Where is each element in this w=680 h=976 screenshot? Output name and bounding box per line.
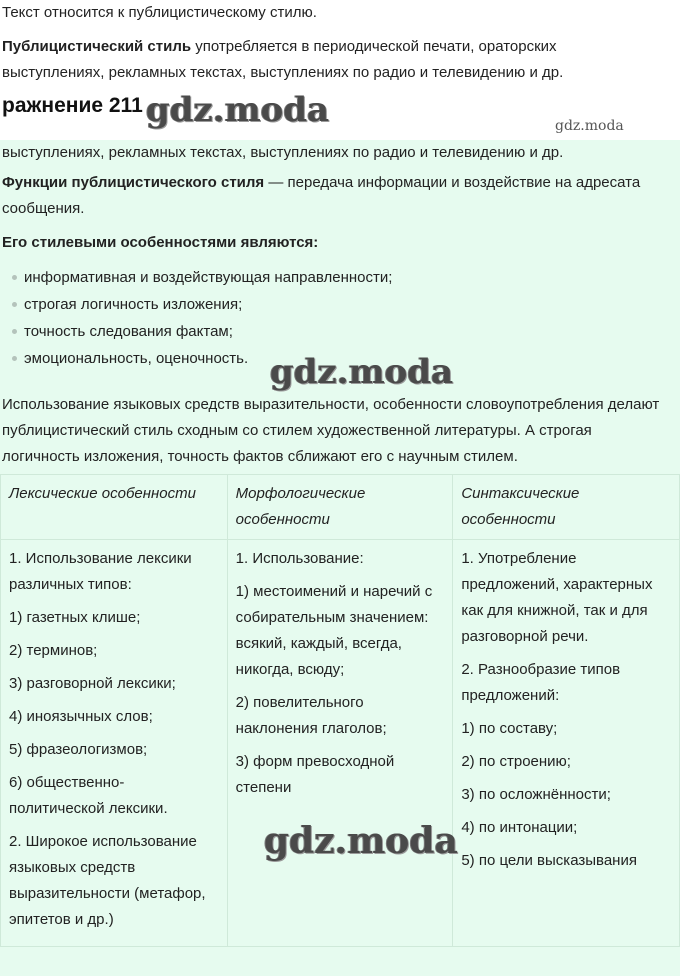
intro-line-1: Текст относится к публицистическому стилю.: [2, 4, 317, 21]
cell-line: 3) по осложнённости;: [461, 786, 611, 803]
intro-line-2-rest: употребляется в периодической печати, ораторских: [191, 38, 557, 55]
features-table: [0, 474, 680, 947]
cell-line: 4) по интонации;: [461, 819, 578, 836]
cell-line: 1. Использование лексики различных типов:: [9, 550, 192, 593]
exercise-heading: ражнение 211: [2, 94, 143, 117]
cell-line: 4) иноязычных слов;: [9, 708, 153, 725]
repeated-line: выступлениях, рекламных текстах, выступлениях по радио и телевидению и др.: [2, 144, 564, 161]
cell-line: 1. Использование:: [235, 550, 364, 567]
table-row: [1, 540, 680, 947]
list-item: строгая логичность изложения;: [0, 291, 392, 318]
header-morphological: Морфологические особенности: [227, 475, 453, 540]
watermark-bottom: gdz.moda: [264, 820, 458, 862]
cell-line: 5) фразеологизмов;: [9, 741, 148, 758]
cell-line: 5) по цели высказывания: [461, 852, 637, 869]
cell-line: 1) газетных клише;: [9, 609, 141, 626]
functions-paragraph: [2, 170, 662, 222]
table-header-row: [1, 475, 680, 540]
cell-line: 2) по строению;: [461, 753, 571, 770]
features-title: Его стилевыми особенностями являются:: [2, 234, 319, 251]
cell-line: 3) форм превосходной степени: [235, 753, 395, 796]
functions-term: Функции публицистического стиля: [2, 174, 265, 191]
syntactic-cell: [453, 540, 680, 947]
lexical-cell: [1, 540, 228, 947]
cell-line: 1) местоимений и наречий с собирательным значением: всякий, каждый, всегда, никогда, всюду;: [235, 583, 433, 678]
watermark-small: gdz.moda: [555, 118, 624, 134]
cell-line: 2. Широкое использование языковых средств выразительности (метафор, эпитетов и др.): [9, 833, 206, 928]
top-text-block: [0, 0, 680, 100]
list-item: точность следования фактам;: [0, 318, 392, 345]
style-term: Публицистический стиль: [2, 38, 192, 55]
cell-line: 6) общественно-политической лексики.: [9, 774, 168, 817]
list-item: информативная и воздействующая направленности;: [0, 264, 392, 291]
watermark-middle: gdz.moda: [270, 352, 454, 392]
header-syntactic: Синтаксические особенности: [453, 475, 680, 540]
watermark-top: gdz.moda: [146, 90, 330, 130]
cell-line: 1) по составу;: [461, 720, 558, 737]
comparison-paragraph: Использование языковых средств выразительности, особенности словоупотребления делают публицистический стиль сходным со стилем художественной литературы. А строгая логичность изложения, точность фактов сближают его с научным стилем.: [2, 396, 660, 465]
header-lexical: Лексические особенности: [1, 475, 228, 540]
morphological-cell: [227, 540, 453, 947]
functions-text: — передача информации и воздействие на адресата сообщения.: [2, 174, 641, 217]
intro-line-3-cut: выступлениях, рекламных текстах, выступлениях по радио и телевидению и др.: [2, 64, 564, 80]
cell-line: 2) терминов;: [9, 642, 98, 659]
cell-line: 3) разговорной лексики;: [9, 675, 176, 692]
cell-line: 2. Разнообразие типов предложений:: [461, 661, 621, 704]
cell-line: 1. Употребление предложений, характерных как для книжной, так и для разговорной речи.: [461, 550, 653, 645]
cell-line: 2) повелительного наклонения глаголов;: [235, 694, 387, 737]
list-item: эмоциональность, оценочность.: [0, 345, 392, 372]
intro-line-2: [2, 34, 557, 60]
